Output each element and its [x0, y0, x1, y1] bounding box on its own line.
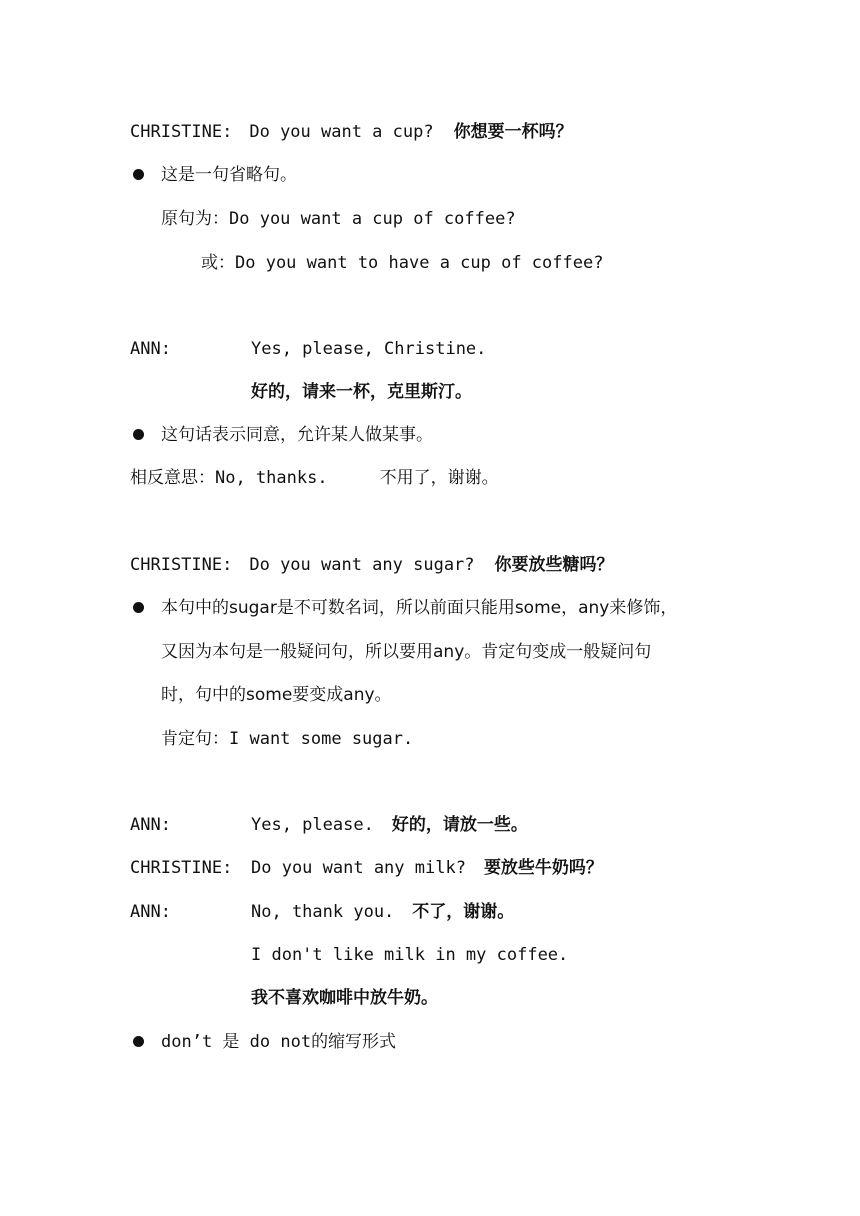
speaker-label: CHRISTINE: — [130, 122, 233, 142]
speaker-label: CHRISTINE: — [130, 858, 233, 878]
english-line: No, thank you. — [251, 902, 395, 922]
bullet-icon — [133, 602, 144, 613]
positive-text: I want some sugar. — [229, 729, 414, 749]
bullet-icon — [133, 1036, 144, 1047]
alternative-label: 或： — [201, 253, 235, 273]
dialogue-line — [130, 337, 171, 361]
note-text: 时，句中的some要变成any。 — [161, 685, 392, 705]
opposite-meaning — [130, 466, 499, 490]
alternative-sentence — [201, 251, 603, 275]
bullet-icon — [133, 169, 144, 180]
english-line: Do you want any sugar? — [249, 555, 475, 575]
positive-label: 肯定句： — [161, 729, 229, 749]
opposite-chinese: 不用了，谢谢。 — [379, 468, 499, 488]
note-text: 这句话表示同意，允许某人做某事。 — [161, 425, 433, 445]
note-text — [161, 1030, 396, 1054]
speaker-label: ANN: — [130, 339, 171, 359]
chinese-translation: 好的，请来一杯，克里斯汀。 — [251, 382, 472, 402]
english-line: Yes, please. — [251, 815, 374, 835]
opposite-english: No, thanks. — [215, 468, 328, 488]
english-line: Do you want any milk? — [251, 858, 466, 878]
note-text: 本句中的sugar是不可数名词，所以前面只能用some，any来修饰， — [161, 598, 678, 618]
note-chinese: 的缩写形式 — [311, 1032, 397, 1052]
note-text: 这是一句省略句。 — [161, 165, 297, 185]
chinese-translation: 你想要一杯吗？ — [453, 122, 573, 142]
opposite-label: 相反意思： — [130, 468, 215, 488]
dialogue-line — [251, 813, 528, 837]
positive-sentence — [161, 727, 413, 751]
speaker-label: ANN: — [130, 902, 171, 922]
dialogue-line — [130, 553, 614, 577]
speaker-label: CHRISTINE: — [130, 555, 233, 575]
english-line: Do you want a cup? — [249, 122, 434, 142]
english-line: I don't like milk in my coffee. — [251, 945, 569, 965]
original-sentence — [161, 207, 516, 231]
speaker-label: ANN: — [130, 815, 171, 835]
dialogue-line — [251, 900, 514, 924]
chinese-translation: 要放些牛奶吗？ — [483, 858, 603, 878]
dialogue-line — [251, 856, 603, 880]
english-line: Yes, please, Christine. — [251, 339, 487, 359]
chinese-translation: 不了，谢谢。 — [412, 902, 515, 922]
dialogue-line — [130, 120, 573, 144]
note-text: 又因为本句是一般疑问句，所以要用any。肯定句变成一般疑问句 — [161, 642, 652, 662]
original-label: 原句为： — [161, 209, 229, 229]
note-english: don’t 是 do not — [161, 1032, 312, 1052]
chinese-translation: 好的，请放一些。 — [391, 815, 528, 835]
chinese-translation: 我不喜欢咖啡中放牛奶。 — [251, 988, 438, 1008]
alternative-text: Do you want to have a cup of coffee? — [235, 253, 604, 273]
chinese-translation: 你要放些糖吗？ — [494, 555, 614, 575]
bullet-icon — [133, 429, 144, 440]
original-text: Do you want a cup of coffee? — [229, 209, 516, 229]
